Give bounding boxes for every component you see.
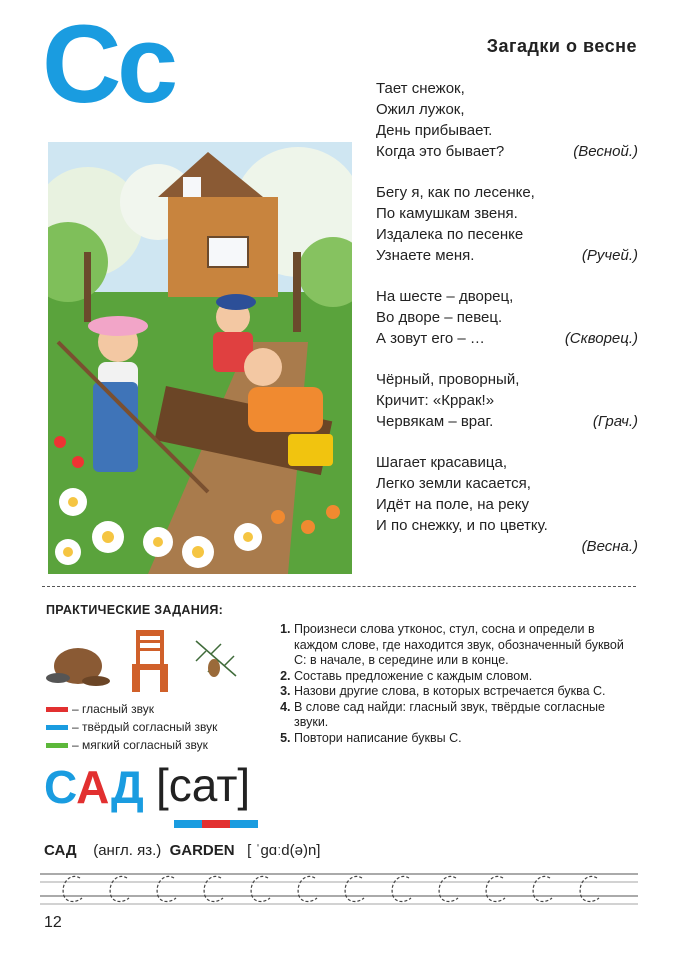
- sound-bar-consonant: [230, 820, 258, 828]
- legend-item: [46, 700, 217, 718]
- chair-icon: [132, 630, 168, 692]
- platypus-icon: [46, 648, 110, 686]
- tracing-letter: [110, 876, 129, 901]
- riddle-line: По камушкам звеня.: [376, 205, 518, 222]
- task-item: 1. Произнеси слова утконос, стул, сосна и определи в каждом слове, где находится звук, обозначенный буквой С: в начале, в середине или в конце.: [294, 622, 636, 669]
- riddle-line: Ожил лужок,: [376, 101, 465, 118]
- riddle-answer: (Весна.): [581, 538, 638, 555]
- handwriting-lines: [40, 870, 638, 906]
- tracing-letter: [580, 876, 599, 901]
- word-letter: А: [76, 761, 112, 813]
- tracing-letter: [486, 876, 505, 901]
- big-letter: Сс: [42, 3, 176, 126]
- tracing-letter: [204, 876, 223, 901]
- legend-swatch-blue: [46, 725, 68, 730]
- task-item: 4. В слове сад найди: гласный звук, твёрдые согласные звуки.: [294, 700, 636, 731]
- word-sad: [44, 761, 144, 813]
- riddle-line: Кричит: «Кррак!»: [376, 392, 495, 409]
- riddle-line: Издалека по песенке: [376, 226, 524, 243]
- task-list: [276, 622, 636, 746]
- tracing-letter: [392, 876, 411, 901]
- riddle-line: Идёт на поле, на реку: [376, 496, 529, 513]
- spring-garden-illustration: [48, 142, 352, 574]
- english-line: [44, 842, 320, 859]
- legend-label: – твёрдый согласный звук: [72, 720, 218, 734]
- legend-swatch-red: [46, 707, 68, 712]
- lang-note: (англ. яз.): [93, 842, 162, 859]
- word-letter: С: [44, 761, 77, 813]
- tracing-letter: [439, 876, 458, 901]
- tracing-letter: [298, 876, 317, 901]
- task-item: 2. Составь предложение с каждым словом.: [294, 669, 636, 685]
- riddle-line: Шагает красавица,: [376, 454, 507, 471]
- tracing-letter: [533, 876, 552, 901]
- legend-item: [46, 736, 217, 754]
- legend-label: – гласный звук: [72, 702, 154, 716]
- riddle-line: Тает снежок,: [376, 80, 465, 97]
- transcription: [сат]: [156, 759, 251, 811]
- riddles-title: Загадки о весне: [486, 36, 637, 56]
- pine-branch-icon: [196, 641, 236, 677]
- word-ru: САД: [44, 842, 77, 859]
- page-number: 12: [44, 914, 62, 931]
- riddle-answer: (Весной.): [573, 143, 638, 160]
- sound-legend: [46, 700, 217, 754]
- tracing-letter: [157, 876, 176, 901]
- tracing-letter: [345, 876, 364, 901]
- riddle-line: Во дворе – певец.: [376, 309, 503, 326]
- task-item: 3. Назови другие слова, в которых встречается буква С.: [294, 684, 636, 700]
- tracing-letter: [63, 876, 82, 901]
- riddle-line: День прибывает.: [376, 122, 493, 139]
- word-letter: Д: [111, 761, 144, 813]
- legend-item: [46, 718, 217, 736]
- riddle-answer: (Грач.): [592, 413, 638, 430]
- sound-scheme: [174, 820, 258, 828]
- riddle: [376, 452, 638, 557]
- legend-label: – мягкий согласный звук: [72, 738, 208, 752]
- riddle-line: Когда это бывает?: [376, 143, 505, 160]
- riddle: [376, 182, 638, 266]
- riddle-line: И по снежку, и по цветку.: [376, 517, 548, 534]
- riddle-line: Чёрный, проворный,: [376, 371, 520, 388]
- practice-title: ПРАКТИЧЕСКИЕ ЗАДАНИЯ:: [46, 603, 224, 617]
- task-pictures: [46, 626, 246, 696]
- ipa: [ ˈɡɑːd(ə)n]: [247, 842, 321, 859]
- riddle-line: Бегу я, как по лесенке,: [376, 184, 535, 201]
- riddle-line: Легко земли касается,: [376, 475, 531, 492]
- legend-swatch-green: [46, 743, 68, 748]
- section-divider: [42, 586, 636, 587]
- riddle: [376, 286, 638, 349]
- task-item: 5. Повтори написание буквы С.: [294, 731, 636, 747]
- tracing-letter: [251, 876, 270, 901]
- sound-bar-consonant: [174, 820, 202, 828]
- sound-bar-vowel: [202, 820, 230, 828]
- riddle-line: На шесте – дворец,: [376, 288, 514, 305]
- riddle: [376, 78, 638, 162]
- riddle-line: А зовут его – …: [376, 330, 485, 347]
- riddle-line: Червякам – враг.: [376, 413, 494, 430]
- riddle-line: Узнаете меня.: [376, 247, 475, 264]
- word-en: GARDEN: [169, 842, 235, 859]
- riddle: [376, 369, 638, 432]
- riddle-answer: (Ручей.): [581, 247, 638, 264]
- riddle-answer: (Скворец.): [564, 330, 638, 347]
- riddles-block: [376, 78, 638, 577]
